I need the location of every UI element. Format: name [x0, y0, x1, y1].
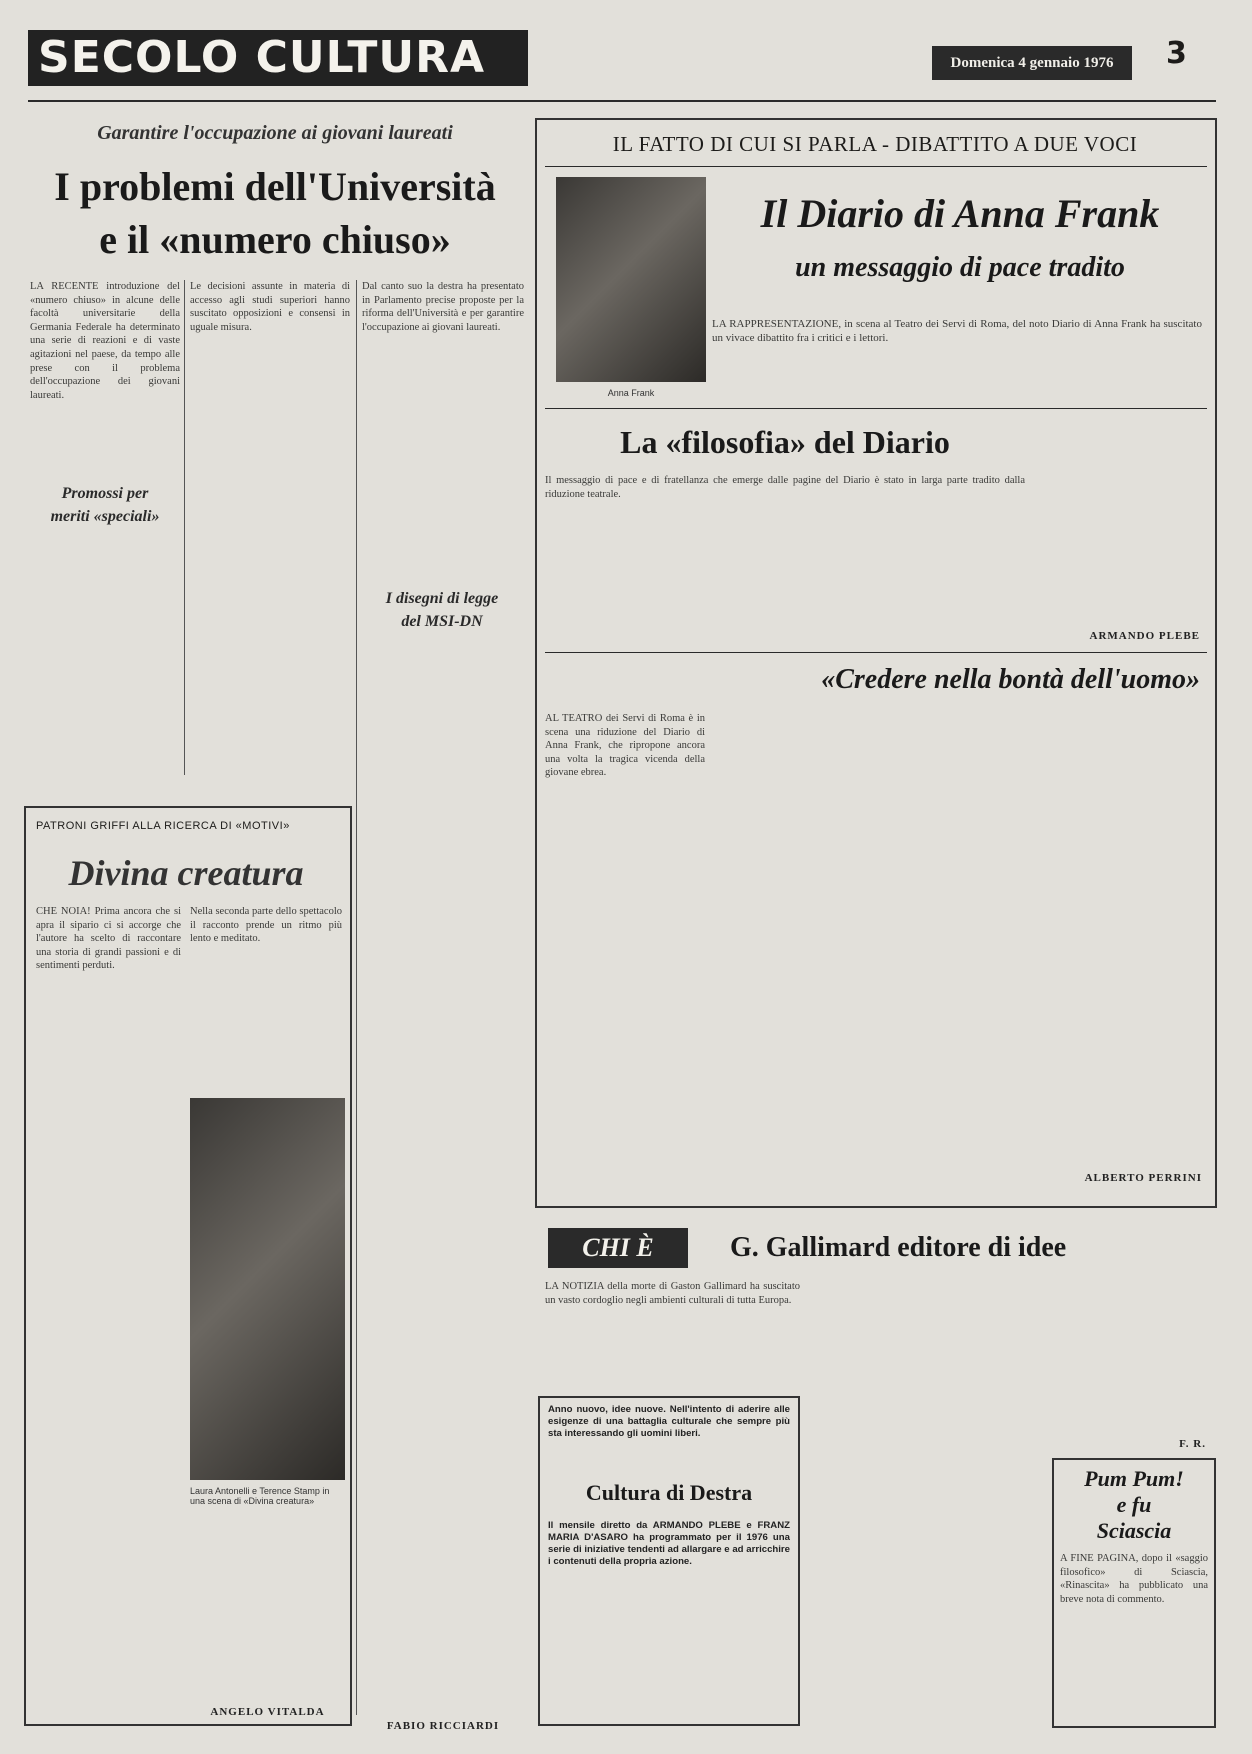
credere-column-2 [712, 712, 882, 1192]
anna-frank-kicker: IL FATTO DI CUI SI PARLA - DIBATTITO A DUE VOCI [612, 132, 1138, 156]
film-still-photo [190, 1098, 345, 1480]
credere-column-3 [890, 712, 1040, 1192]
cultura-destra-text: Il mensile diretto da ARMANDO PLEBE e FRANZ MARIA D'ASARO ha programmato per il 1976 una serie di iniziative tendenti ad allargare e ad arricchire i contenuti della propria azione. [548, 1520, 790, 1567]
university-subhead-1b: meriti «speciali» [50, 508, 160, 525]
credere-column-4 [1048, 712, 1203, 1152]
section-rule [545, 408, 1207, 409]
anna-frank-photo [556, 177, 706, 382]
university-col1-text: LA RECENTE introduzione del «numero chiuso» in alcune delle facoltà universitarie della Germania Federale ha determinato una serie di reazioni e di vaste agitazioni nel paese, da tempo alle prese con il problema dell'occupazione dei giovani laureati. [30, 281, 180, 401]
university-column-2 [190, 280, 350, 770]
pum-title-3: Sciascia [1096, 1518, 1172, 1543]
pum-title-1: Pum Pum! [1084, 1466, 1184, 1491]
university-col3-text: Dal canto suo la destra ha presentato in Parlamento precise proposte per la riforma dell'Università e per garantire l'occupazione ai giovani laureati. [362, 281, 524, 333]
griffi-column-2 [190, 905, 342, 1095]
university-column-1 [30, 280, 180, 470]
page-number: 3 [1166, 36, 1187, 71]
filosofia-text: Il messaggio di pace e di fratellanza che emerge dalle pagine del Diario è stato in larga parte tradito dalla riduzione teatrale. [545, 475, 1025, 500]
gallimard-column-2 [808, 1280, 1048, 1720]
griffi-headline: Divina creatura [68, 853, 304, 893]
cultura-destra-body [548, 1520, 790, 1716]
chi-e-tag: CHI È [548, 1228, 688, 1268]
anna-frank-subtitle: un messaggio di pace tradito [795, 252, 1125, 283]
filosofia-byline: ARMANDO PLEBE [1089, 630, 1200, 642]
credere-byline: ALBERTO PERRINI [1084, 1172, 1202, 1184]
section-masthead: SECOLO CULTURA [28, 30, 528, 86]
gallimard-column-3 [1056, 1280, 1206, 1440]
university-byline: FABIO RICCIARDI [386, 1720, 500, 1732]
university-headline-2: e il «numero chiuso» [99, 217, 451, 262]
column-divider [184, 280, 185, 775]
issue-date: Domenica 4 gennaio 1976 [932, 46, 1132, 80]
credere-text: AL TEATRO dei Servi di Roma è in scena una riduzione del Diario di Anna Frank, che ripropone ancora una volta la tragica vicenda della giovane ebrea. [545, 713, 705, 779]
university-kicker: Garantire l'occupazione ai giovani laureati [97, 122, 453, 144]
pum-text: A FINE PAGINA, dopo il «saggio filosofico» di Sciascia, «Rinascita» ha pubblicato una breve nota di commento. [1060, 1553, 1208, 1605]
university-col2-text: Le decisioni assunte in materia di accesso agli studi superiori hanno suscitato opposizioni e consensi in uguale misura. [190, 281, 350, 333]
pum-column [1060, 1552, 1208, 1722]
cultura-destra-title: Cultura di Destra [585, 1480, 753, 1505]
griffi-kicker: PATRONI GRIFFI ALLA RICERCA DI «MOTIVI» [36, 820, 290, 832]
university-subhead-2a: I disegni di legge [385, 590, 499, 607]
header-rule [28, 100, 1216, 102]
section-rule [545, 652, 1207, 653]
griffi-column-1 [36, 905, 181, 1695]
cultura-destra-lead [548, 1404, 790, 1478]
anna-frank-headline: Il Diario di Anna Frank [760, 191, 1160, 236]
kicker-rule [545, 166, 1207, 167]
gallimard-byline: F. R. [1179, 1438, 1206, 1450]
credere-headline: «Credere nella bontà dell'uomo» [821, 664, 1200, 695]
university-column-3 [362, 280, 524, 570]
griffi-col1-text: CHE NOIA! Prima ancora che si apra il sipario ci si accorge che l'autore ha scelto di raccontare una storia di grandi passioni e di sentimenti perduti. [36, 906, 181, 972]
university-headline-1: I problemi dell'Università [54, 164, 496, 209]
filosofia-headline: La «filosofia» del Diario [620, 424, 950, 460]
anna-frank-photo-caption: Anna Frank [607, 388, 655, 398]
film-photo-caption: Laura Antonelli e Terence Stamp in una scena di «Divina creatura» [190, 1486, 330, 1506]
credere-column-1 [545, 712, 705, 1192]
griffi-col2-text: Nella seconda parte dello spettacolo il racconto prende un ritmo più lento e meditato. [190, 906, 342, 945]
pum-title-2: e fu [1116, 1492, 1152, 1517]
filosofia-columns [545, 474, 1025, 654]
gallimard-column-1 [545, 1280, 800, 1390]
filosofia-side-column [1052, 420, 1202, 635]
anna-frank-intro [712, 318, 1202, 396]
anna-frank-intro-text: LA RAPPRESENTAZIONE, in scena al Teatro dei Servi di Roma, del noto Diario di Anna Frank ha suscitato un vivace dibattito fra i critici e i lettori. [712, 318, 1202, 344]
gallimard-headline: G. Gallimard editore di idee [730, 1232, 1067, 1263]
column-divider [356, 280, 357, 1715]
university-subhead-2b: del MSI-DN [401, 613, 483, 630]
gallimard-text: LA NOTIZIA della morte di Gaston Gallimard ha suscitato un vasto cordoglio negli ambienti culturali di tutta Europa. [545, 1281, 800, 1306]
griffi-byline: ANGELO VITALDA [210, 1706, 325, 1718]
cultura-destra-lead-text: Anno nuovo, idee nuove. Nell'intento di aderire alle esigenze di una battaglia culturale che sempre più sta interessando gli uomini liberi. [548, 1404, 790, 1439]
university-subhead-1a: Promossi per [61, 485, 149, 502]
